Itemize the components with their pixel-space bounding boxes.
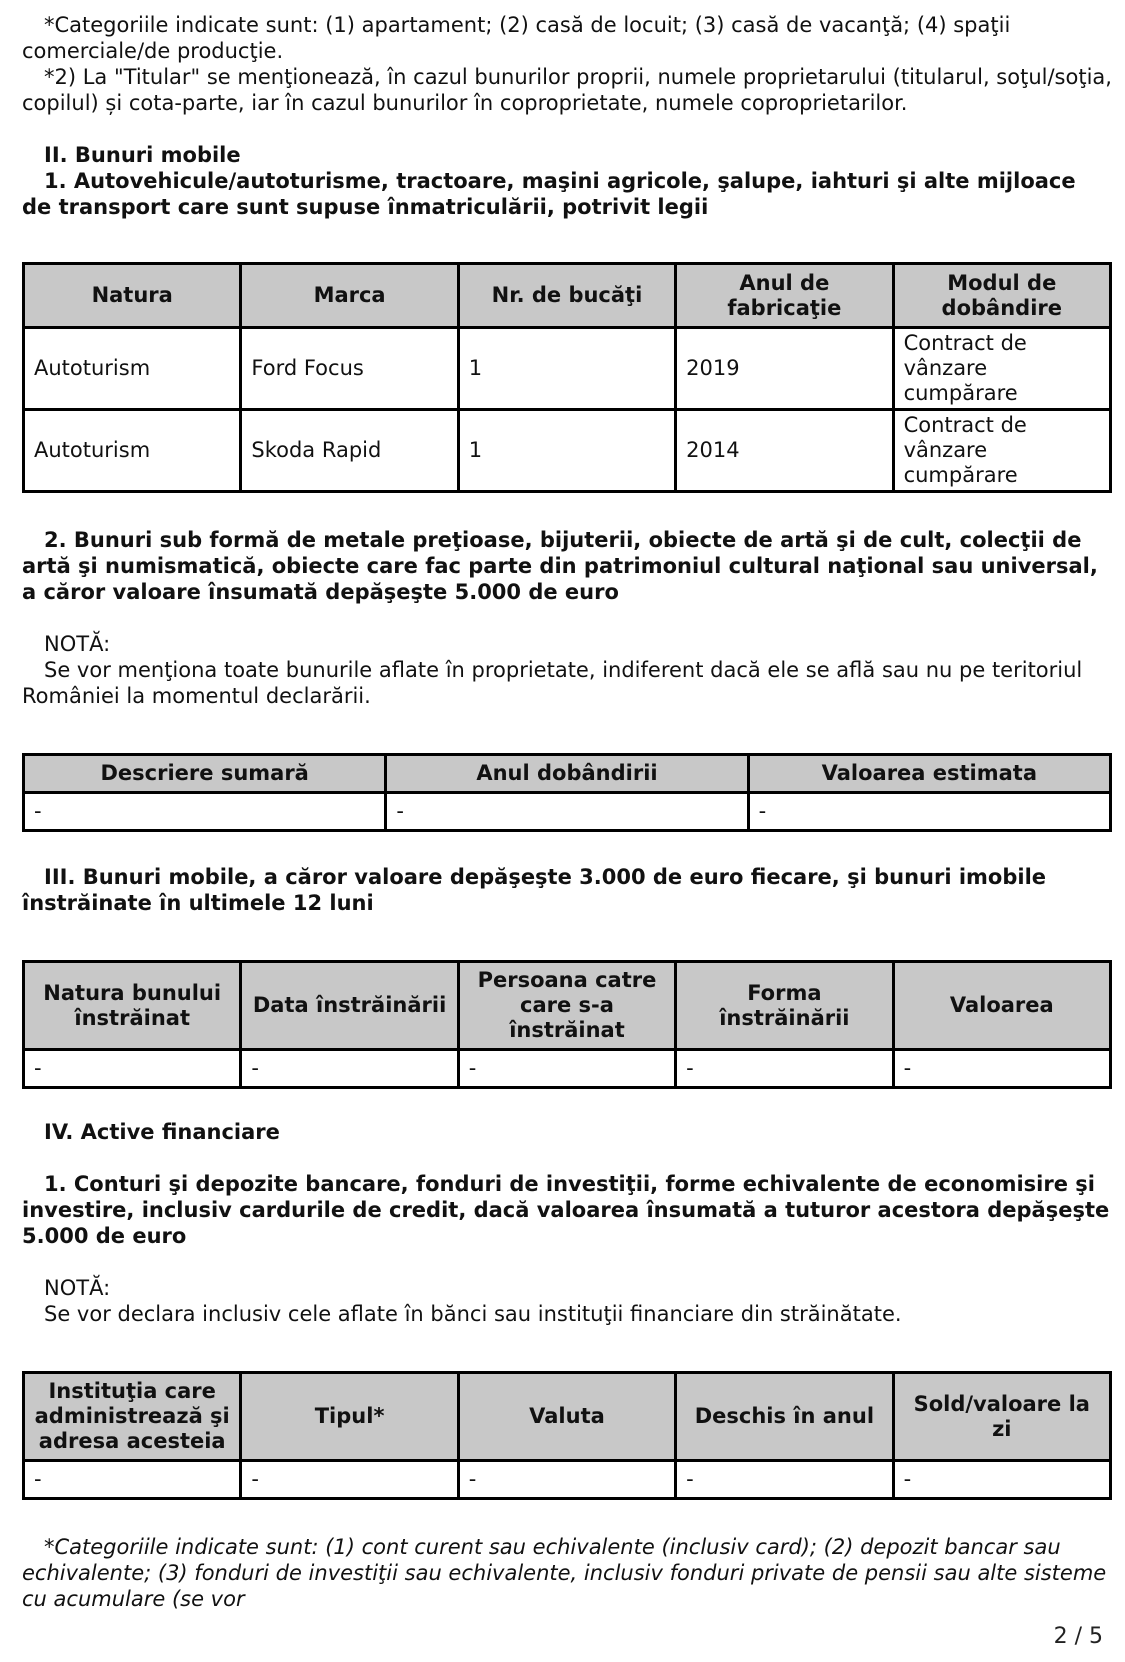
- alienated-assets-table: [22, 960, 1112, 1089]
- column-header: Sold/valoare la zi: [893, 1373, 1110, 1461]
- section-4-subtitle-accounts: 1. Conturi şi depozite bancare, fonduri de investiţii, forme echivalente de economisire şi investire, inclusiv cardurile de credit, dacă valoarea însumată a tuturor acestora depăşeşte 5.000 de euro: [22, 1172, 1110, 1248]
- column-header: Valoarea: [893, 962, 1110, 1050]
- nota-text: Se vor menţiona toate bunurile aflate în proprietate, indiferent dacă ele se află sau nu pe teritoriul României la momentul declarării.: [22, 658, 1083, 708]
- intro-note-titular: *2) La "Titular" se menţionează, în cazul bunurilor proprii, numele proprietarului (titularul, soţul/soţia, copilul) și cota-parte, iar în cazul bunurilor în coproprietate, numele coproprietarilor.: [22, 65, 1112, 115]
- section-3-title: III. Bunuri mobile, a căror valoare depăşeşte 3.000 de euro fiecare, şi bunuri imobile înstrăinate în ultimele 12 luni: [22, 865, 1047, 915]
- column-header: Marca: [241, 264, 458, 328]
- table-cell: -: [386, 793, 748, 831]
- table-header-row: [24, 962, 1111, 1050]
- section-2-subtitle-vehicles: 1. Autovehicule/autoturisme, tractoare, maşini agricole, şalupe, iahturi şi alte mijloace de transport care sunt supuse înmatriculării, potrivit legii: [22, 169, 1076, 219]
- table-cell: -: [893, 1050, 1110, 1088]
- table-header-row: [24, 755, 1111, 793]
- table-cell: -: [24, 793, 386, 831]
- table-cell: Skoda Rapid: [241, 410, 458, 492]
- table-cell: -: [748, 793, 1110, 831]
- nota-text: Se vor declara inclusiv cele aflate în bănci sau instituţii financiare din străinătate.: [44, 1302, 902, 1326]
- table-header-row: [24, 264, 1111, 328]
- table-row: [24, 1050, 1111, 1088]
- table-cell: -: [241, 1050, 458, 1088]
- table-cell: -: [458, 1461, 675, 1499]
- table-cell: -: [24, 1461, 241, 1499]
- table-row: [24, 1461, 1111, 1499]
- column-header: Persoana catre care s-a înstrăinat: [458, 962, 675, 1050]
- document-page: [22, 12, 1112, 1612]
- section-2-subtitle-valuables: 2. Bunuri sub formă de metale preţioase, bijuterii, obiecte de artă şi de cult, colecţii de artă şi numismatică, obiecte care fac parte din patrimoniul cultural naţional sau universal, a căror valoare însumată depăşeşte 5.000 de euro: [22, 528, 1098, 604]
- table-cell: -: [24, 1050, 241, 1088]
- vehicles-table: [22, 262, 1112, 493]
- column-header: Data înstrăinării: [241, 962, 458, 1050]
- intro-note-categories: *Categoriile indicate sunt: (1) apartament; (2) casă de locuit; (3) casă de vacanţă; (4) spaţii comerciale/de producţie.: [22, 13, 1011, 63]
- nota-label: NOTĂ:: [44, 632, 111, 656]
- table-cell: Autoturism: [24, 328, 241, 410]
- table-cell: -: [241, 1461, 458, 1499]
- table-cell: 2019: [676, 328, 893, 410]
- financial-accounts-table: [22, 1371, 1112, 1500]
- table-cell: Autoturism: [24, 410, 241, 492]
- table-cell: 2014: [676, 410, 893, 492]
- column-header: Natura: [24, 264, 241, 328]
- table-cell: -: [458, 1050, 675, 1088]
- table-cell: 1: [458, 410, 675, 492]
- column-header: Instituţia care administrează şi adresa acesteia: [24, 1373, 241, 1461]
- table-cell: -: [893, 1461, 1110, 1499]
- table-cell: -: [676, 1050, 893, 1088]
- column-header: Forma înstrăinării: [676, 962, 893, 1050]
- section-2-title: II. Bunuri mobile: [44, 143, 241, 167]
- column-header: Valoarea estimata: [748, 755, 1110, 793]
- table-cell: 1: [458, 328, 675, 410]
- section-4-title: IV. Active financiare: [44, 1120, 280, 1144]
- table-header-row: [24, 1373, 1111, 1461]
- column-header: Modul de dobândire: [893, 264, 1110, 328]
- nota-label: NOTĂ:: [44, 1276, 111, 1300]
- valuables-table: [22, 753, 1112, 832]
- footnote-categories: *Categoriile indicate sunt: (1) cont curent sau echivalente (inclusiv card); (2) depozit bancar sau echivalente; (3) fonduri de investiţii sau echivalente, inclusiv fonduri private de pensii sau alte sisteme cu acumulare (se vor: [22, 1535, 1107, 1611]
- column-header: Tipul*: [241, 1373, 458, 1461]
- column-header: Descriere sumară: [24, 755, 386, 793]
- table-cell: -: [676, 1461, 893, 1499]
- table-cell: Contract de vânzare cumpărare: [893, 410, 1110, 492]
- column-header: Valuta: [458, 1373, 675, 1461]
- table-row: [24, 410, 1111, 492]
- column-header: Anul de fabricaţie: [676, 264, 893, 328]
- table-row: [24, 328, 1111, 410]
- column-header: Deschis în anul: [676, 1373, 893, 1461]
- column-header: Anul dobândirii: [386, 755, 748, 793]
- table-cell: Ford Focus: [241, 328, 458, 410]
- page-number: 2 / 5: [1053, 1624, 1103, 1649]
- column-header: Natura bunului înstrăinat: [24, 962, 241, 1050]
- table-cell: Contract de vânzare cumpărare: [893, 328, 1110, 410]
- table-row: [24, 793, 1111, 831]
- column-header: Nr. de bucăţi: [458, 264, 675, 328]
